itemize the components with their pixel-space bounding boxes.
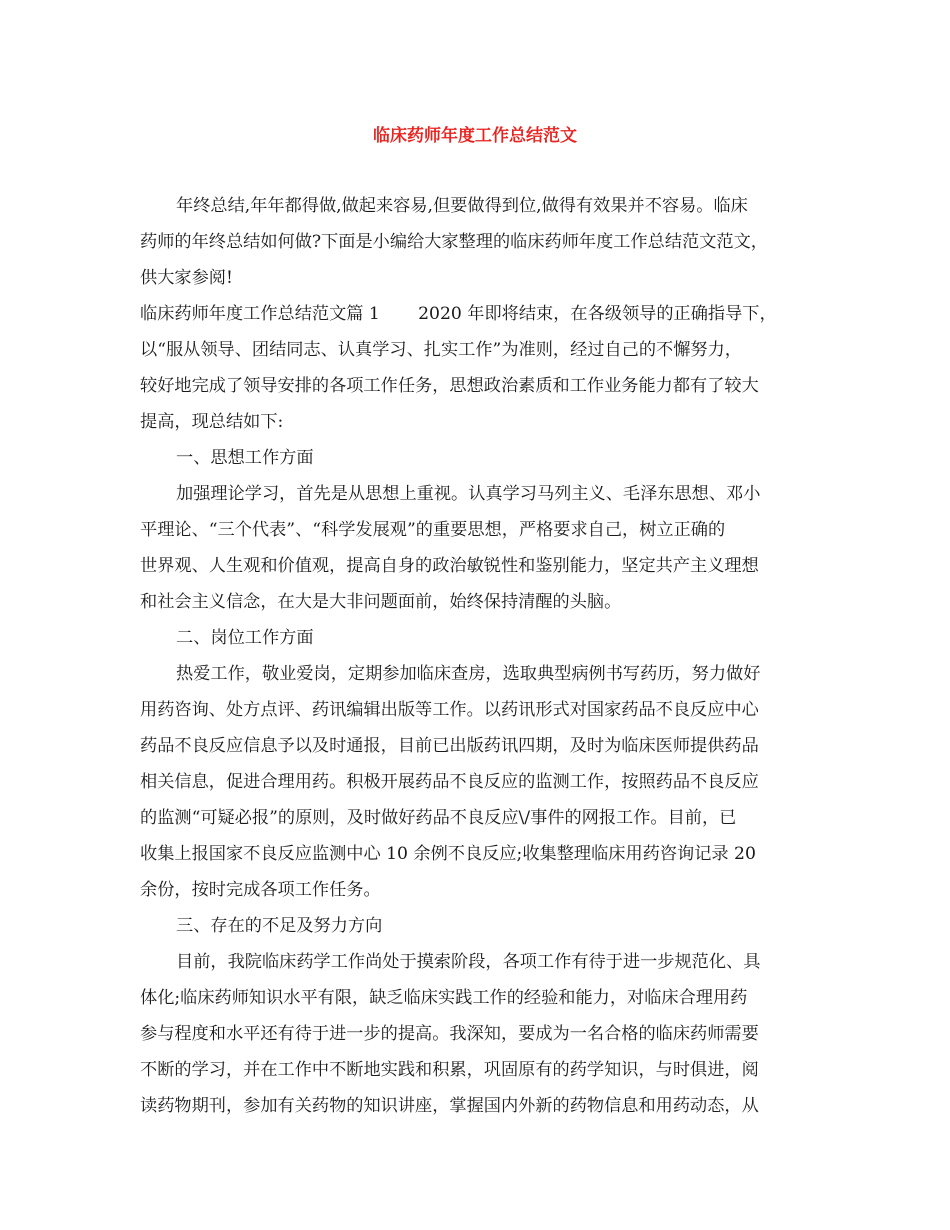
section-heading: 二、岗位工作方面 [176, 628, 314, 648]
text-line: 读药物期刊，参加有关药物的知识讲座，掌握国内外新的药物信息和用药动态，从 [140, 1096, 759, 1116]
text-line: 和社会主义信念，在大是大非问题面前，始终保持清醒的头脑。 [140, 592, 622, 612]
text-line: 加强理论学习，首先是从思想上重视。认真学习马列主义、毛泽东思想、邓小 [176, 484, 761, 504]
section-heading: 三、存在的不足及努力方向 [176, 916, 383, 936]
text-line: 年终总结,年年都得做,做起来容易,但要做得到位,做得有效果并不容易。临床 [176, 196, 748, 216]
text-line: 药师的年终总结如何做?下面是小编给大家整理的临床药师年度工作总结范文范文， [140, 232, 768, 252]
text-line: 热爱工作，敬业爱岗，定期参加临床查房，选取典型病例书写药历，努力做好 [176, 664, 761, 684]
text-line: 目前，我院临床药学工作尚处于摸索阶段，各项工作有待于进一步规范化、具 [176, 952, 761, 972]
text-line: 参与程度和水平还有待于进一步的提高。我深知，要成为一名合格的临床药师需要 [140, 1024, 759, 1044]
text-line: 较好地完成了领导安排的各项工作任务，思想政治素质和工作业务能力都有了较大 [140, 376, 759, 396]
text-line: 的监测“可疑必报”的原则，及时做好药品不良反应\/事件的网报工作。目前，已 [140, 808, 737, 828]
section-heading: 一、思想工作方面 [176, 448, 314, 468]
text-line: 体化;临床药师知识水平有限，缺乏临床实践工作的经验和能力，对临床合理用药 [140, 988, 748, 1008]
text-line: 供大家参阅! [140, 268, 233, 288]
document-body [140, 188, 815, 1124]
text-line: 世界观、人生观和价值观，提高自身的政治敏锐性和鉴别能力，坚定共产主义理想 [140, 556, 759, 576]
text-line: 不断的学习，并在工作中不断地实践和积累，巩固原有的药学知识，与时俱进，阅 [140, 1060, 759, 1080]
text-line: 相关信息，促进合理用药。积极开展药品不良反应的监测工作，按照药品不良反应 [140, 772, 759, 792]
text-line: 收集上报国家不良反应监测中心 10 余例不良反应;收集整理临床用药咨询记录 20 [140, 844, 756, 864]
text-line: 用药咨询、处方点评、药讯编辑出版等工作。以药讯形式对国家药品不良反应中心 [140, 700, 759, 720]
text-line: 提高，现总结如下: [140, 412, 284, 432]
text-line: 药品不良反应信息予以及时通报，目前已出版药讯四期，及时为临床医师提供药品 [140, 736, 759, 756]
text-line: 临床药师年度工作总结范文篇 1 2020 年即将结束，在各级领导的正确指导下， [140, 304, 777, 324]
text-line: 余份，按时完成各项工作任务。 [140, 880, 381, 900]
text-line: 平理论、“三个代表”、“科学发展观”的重要思想，严格要求自己，树立正确的 [140, 520, 726, 540]
text-line: 以“服从领导、团结同志、认真学习、扎实工作”为准则，经过自己的不懈努力， [140, 340, 742, 360]
document-title: 临床药师年度工作总结范文 [373, 126, 577, 146]
